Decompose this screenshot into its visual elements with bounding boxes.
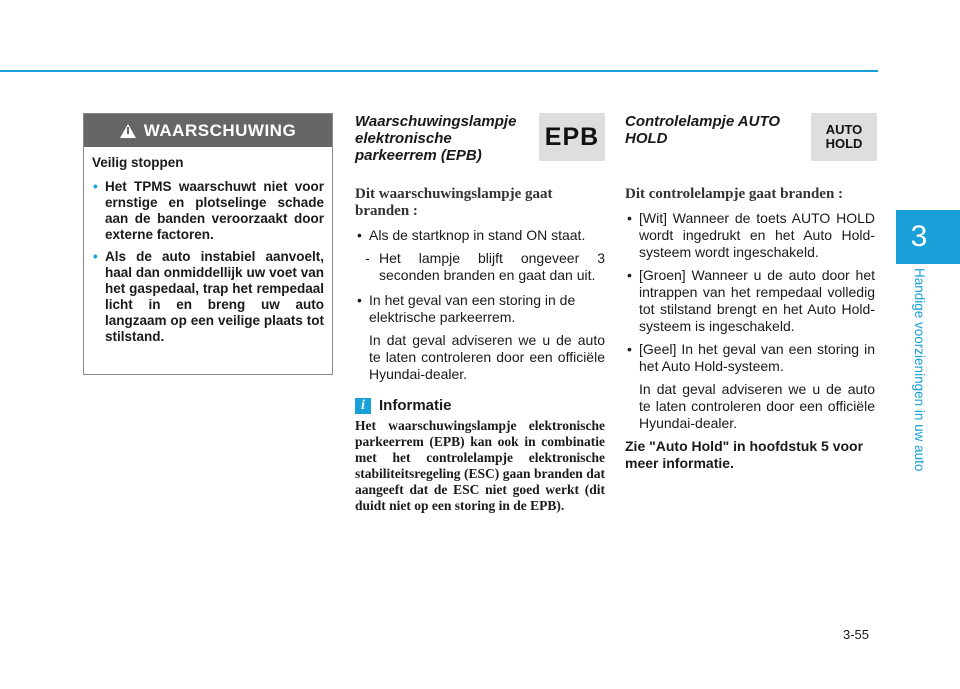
warning-item: • Als de auto instabiel aanvoelt, haal dan onmiddellijk uw voet van het gaspedaal, trap het rempedaal licht in en breng uw auto langzaam op een veilige plaats tot stilstand. <box>92 249 324 345</box>
autohold-badge-line1: AUTO <box>825 122 863 137</box>
epb-subitem: - Het lampje blijft ongeveer 3 seconden branden en gaat dan uit. <box>365 250 605 283</box>
epb-section <box>355 113 605 514</box>
warning-title: Veilig stoppen <box>92 155 184 170</box>
autohold-bullet: • [Groen] Wanneer u de auto door het intrappen van het rempedaal volledig tot stilstand brengt en het Auto Hold-systeem is ingeschakeld. <box>625 267 875 335</box>
warning-header <box>84 114 332 147</box>
epb-title: Waarschuwingslampje elektronische parkeerrem (EPB) <box>355 113 517 164</box>
epb-subhead: Dit waarschuwingslampje gaat branden : <box>355 186 553 219</box>
epb-bullet: • In het geval van een storing in de elektrische parkeerrem. <box>355 292 605 326</box>
autohold-paragraph: In dat geval adviseren we u de auto te laten controleren door een officiële Hyundai-dealer. <box>639 381 875 431</box>
warning-item: • Het TPMS waarschuwt niet voor ernstige en plotselinge schade aan de banden veroorzaakt door externe factoren. <box>92 179 324 243</box>
info-heading <box>355 397 605 414</box>
warning-triangle-icon <box>120 124 136 138</box>
epb-lamp-icon <box>539 113 605 161</box>
info-text: Het waarschuwingslampje elektronische parkeerrem (EPB) kan ook in combinatie met het controlelampje elektronische stabiliteitsregeling (ESC) gaan branden dat aangeeft dat de ESC niet goed werkt (dit duidt niet op een storing in de EPB). <box>355 418 605 513</box>
autohold-badge-line2: HOLD <box>825 136 863 151</box>
chapter-title: Handige voorzieningen in uw auto <box>912 268 927 472</box>
header-rule <box>0 70 878 72</box>
autohold-bullet: • [Wit] Wanneer de toets AUTO HOLD wordt ingedrukt en het Auto Hold-systeem wordt ingeschakeld. <box>625 210 875 261</box>
warning-label: WAARSCHUWING <box>143 120 297 140</box>
epb-bullet: • Als de startknop in stand ON staat. <box>355 227 605 244</box>
warning-box <box>83 113 333 375</box>
autohold-section <box>625 113 875 472</box>
autohold-note: Zie "Auto Hold" in hoofdstuk 5 voor meer informatie. <box>625 438 864 471</box>
autohold-bullet: • [Geel] In het geval van een storing in het Auto Hold-systeem. <box>625 341 875 375</box>
epb-paragraph: In dat geval adviseren we u de auto te laten controleren door een officiële Hyundai-dealer. <box>369 332 605 382</box>
page-number: 3-55 <box>843 627 870 642</box>
epb-subitem-text: Het lampje blijft ongeveer 3 seconden branden en gaat dan uit. <box>379 250 605 283</box>
autohold-title: Controlelampje AUTO HOLD <box>625 113 781 147</box>
chapter-number: 3 <box>910 220 928 253</box>
chapter-tab <box>896 210 960 264</box>
autohold-lamp-icon <box>811 113 877 161</box>
info-label: Informatie <box>379 397 452 414</box>
epb-badge-label: EPB <box>544 122 600 151</box>
autohold-subhead: Dit controlelampje gaat branden : <box>625 186 844 202</box>
info-icon: i <box>355 398 371 414</box>
